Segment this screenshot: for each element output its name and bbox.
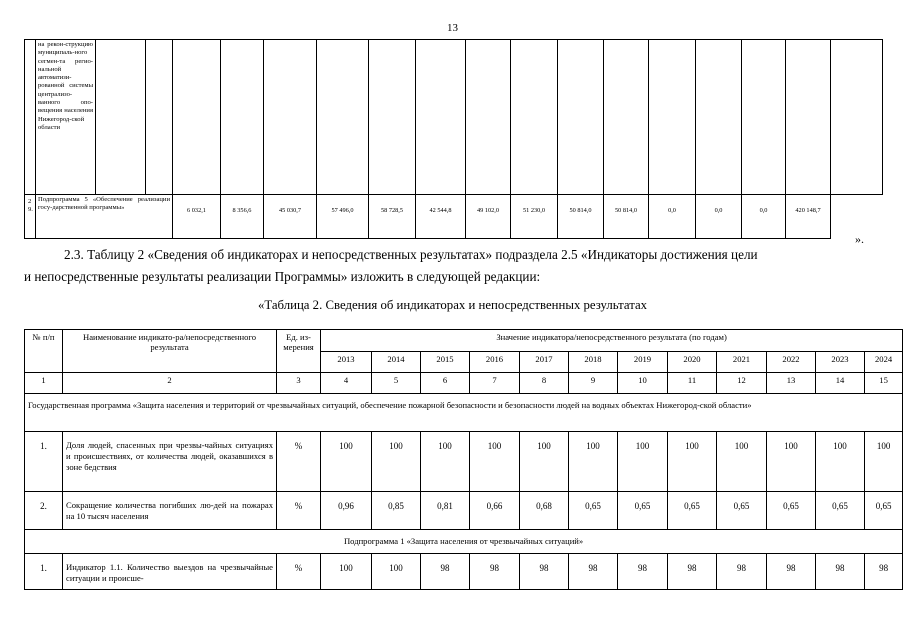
paragraph-line: 2.3. Таблицу 2 «Сведения об индикаторах и непосредственных результатах» подраздела 2.5 «Индикаторы достижения цели [64, 247, 758, 262]
value-cell: 58 728,5 [369, 195, 416, 239]
value-cell: 100 [618, 432, 668, 492]
value-cell: 98 [520, 554, 569, 590]
value-cell: 98 [865, 554, 903, 590]
column-number: 13 [767, 373, 816, 394]
value-cell: 100 [717, 432, 767, 492]
row-number: 2. [25, 492, 63, 530]
year-header: 2015 [421, 352, 470, 373]
value-cell: 0,0 [649, 195, 696, 239]
value-cell: 0,0 [696, 195, 742, 239]
value-cell: 0,81 [421, 492, 470, 530]
indicators-table [24, 329, 903, 590]
column-number: 2 [63, 373, 277, 394]
column-number: 12 [717, 373, 767, 394]
unit-cell: % [277, 492, 321, 530]
table-row [25, 432, 903, 492]
row-number: 1. [25, 554, 63, 590]
closing-quote: ». [855, 232, 864, 246]
value-cell: 0,65 [816, 492, 865, 530]
value-cell: 0,66 [470, 492, 520, 530]
column-number: 9 [569, 373, 618, 394]
unit-cell: % [277, 432, 321, 492]
column-number: 14 [816, 373, 865, 394]
table-row [25, 492, 903, 530]
row-number: 1. [25, 432, 63, 492]
value-cell: 100 [767, 432, 816, 492]
year-header: 2021 [717, 352, 767, 373]
column-number: 10 [618, 373, 668, 394]
value-cell: 42 544,8 [416, 195, 466, 239]
value-cell: 100 [372, 554, 421, 590]
value-cell: 100 [321, 432, 372, 492]
value-cell: 100 [865, 432, 903, 492]
value-cell: 8 356,6 [221, 195, 264, 239]
value-cell: 98 [470, 554, 520, 590]
column-number: 15 [865, 373, 903, 394]
column-number: 4 [321, 373, 372, 394]
year-header: 2014 [372, 352, 421, 373]
value-cell: 50 814,0 [604, 195, 649, 239]
year-header: 2020 [668, 352, 717, 373]
value-cell: 100 [569, 432, 618, 492]
indicator-name: Сокращение количества погибших лю-дей на пожарах на 10 тысяч населения [63, 492, 277, 530]
row-number: 2 9. [25, 195, 36, 239]
value-cell: 98 [618, 554, 668, 590]
table-row [25, 195, 883, 239]
year-header: 2024 [865, 352, 903, 373]
value-cell: 0,65 [618, 492, 668, 530]
row-name: Подпрограмма 5 «Обеспечение реализации госу-дарственной программы» [36, 195, 173, 239]
value-cell: 0,65 [569, 492, 618, 530]
header-unit: Ед. из-мерения [277, 330, 321, 373]
value-cell: 0,65 [668, 492, 717, 530]
value-cell: 98 [668, 554, 717, 590]
value-cell: 100 [421, 432, 470, 492]
column-number: 1 [25, 373, 63, 394]
table-header-row [25, 330, 903, 352]
value-cell: 0,65 [767, 492, 816, 530]
column-number: 7 [470, 373, 520, 394]
value-cell: 49 102,0 [466, 195, 511, 239]
header-name: Наименование индикато-ра/непосредственного результата [63, 330, 277, 373]
year-header: 2013 [321, 352, 372, 373]
value-cell: 0,68 [520, 492, 569, 530]
value-cell: 100 [372, 432, 421, 492]
value-cell: 100 [470, 432, 520, 492]
value-cell: 100 [321, 554, 372, 590]
header-num: № п/п [25, 330, 63, 373]
column-number: 6 [421, 373, 470, 394]
value-cell: 100 [816, 432, 865, 492]
year-header: 2022 [767, 352, 816, 373]
column-number: 11 [668, 373, 717, 394]
value-cell: 98 [767, 554, 816, 590]
unit-cell: % [277, 554, 321, 590]
value-cell: 0,65 [865, 492, 903, 530]
year-header: 2019 [618, 352, 668, 373]
program-row [25, 394, 903, 432]
value-cell: 0,65 [717, 492, 767, 530]
value-cell: 98 [569, 554, 618, 590]
value-cell: 98 [421, 554, 470, 590]
value-cell: 0,0 [742, 195, 786, 239]
cell-text: на рекон-струкцию муниципаль-ного сегмен-та регио-нальной автоматизи-рованной системы централизо-ванного опо-вещения населения Нижегород-ской области [36, 40, 96, 195]
column-number: 5 [372, 373, 421, 394]
subprogram-row [25, 530, 903, 554]
page-number: 13 [447, 22, 458, 34]
value-cell: 0,85 [372, 492, 421, 530]
indicator-name: Индикатор 1.1. Количество выездов на чрезвычайные ситуации и происше- [63, 554, 277, 590]
paragraph-line: и непосредственные результаты реализации Программы» изложить в следующей редакции: [24, 269, 541, 284]
year-header: 2018 [569, 352, 618, 373]
table-caption: «Таблица 2. Сведения об индикаторах и непосредственных результатах [257, 298, 648, 312]
value-cell: 98 [717, 554, 767, 590]
year-header: 2023 [816, 352, 865, 373]
value-cell: 98 [816, 554, 865, 590]
header-values-group: Значение индикатора/непосредственного результата (по годам) [321, 330, 903, 352]
subprogram-title: Подпрограмма 1 «Защита населения от чрезвычайных ситуаций» [25, 530, 903, 554]
year-header: 2016 [470, 352, 520, 373]
table-row [25, 40, 883, 195]
value-cell: 6 032,1 [173, 195, 221, 239]
column-number: 8 [520, 373, 569, 394]
value-cell: 57 496,0 [317, 195, 369, 239]
value-cell: 100 [668, 432, 717, 492]
budget-continuation-table [24, 39, 883, 239]
year-header: 2017 [520, 352, 569, 373]
value-cell: 51 230,0 [511, 195, 558, 239]
value-cell: 0,96 [321, 492, 372, 530]
value-cell: 100 [520, 432, 569, 492]
program-title: Государственная программа «Защита населения и территорий от чрезвычайных ситуаций, обеспечение пожарной безопасности и безопасности людей на водных объектах Нижегород-ской области» [25, 394, 903, 432]
table-row [25, 554, 903, 590]
column-number-row [25, 373, 903, 394]
value-cell: 45 030,7 [264, 195, 317, 239]
column-number: 3 [277, 373, 321, 394]
value-cell: 420 148,7 [786, 195, 831, 239]
indicator-name: Доля людей, спасенных при чрезвы-чайных ситуациях и происшествиях, от количества людей, оказавшихся в зоне бедствия [63, 432, 277, 492]
value-cell: 50 814,0 [558, 195, 604, 239]
